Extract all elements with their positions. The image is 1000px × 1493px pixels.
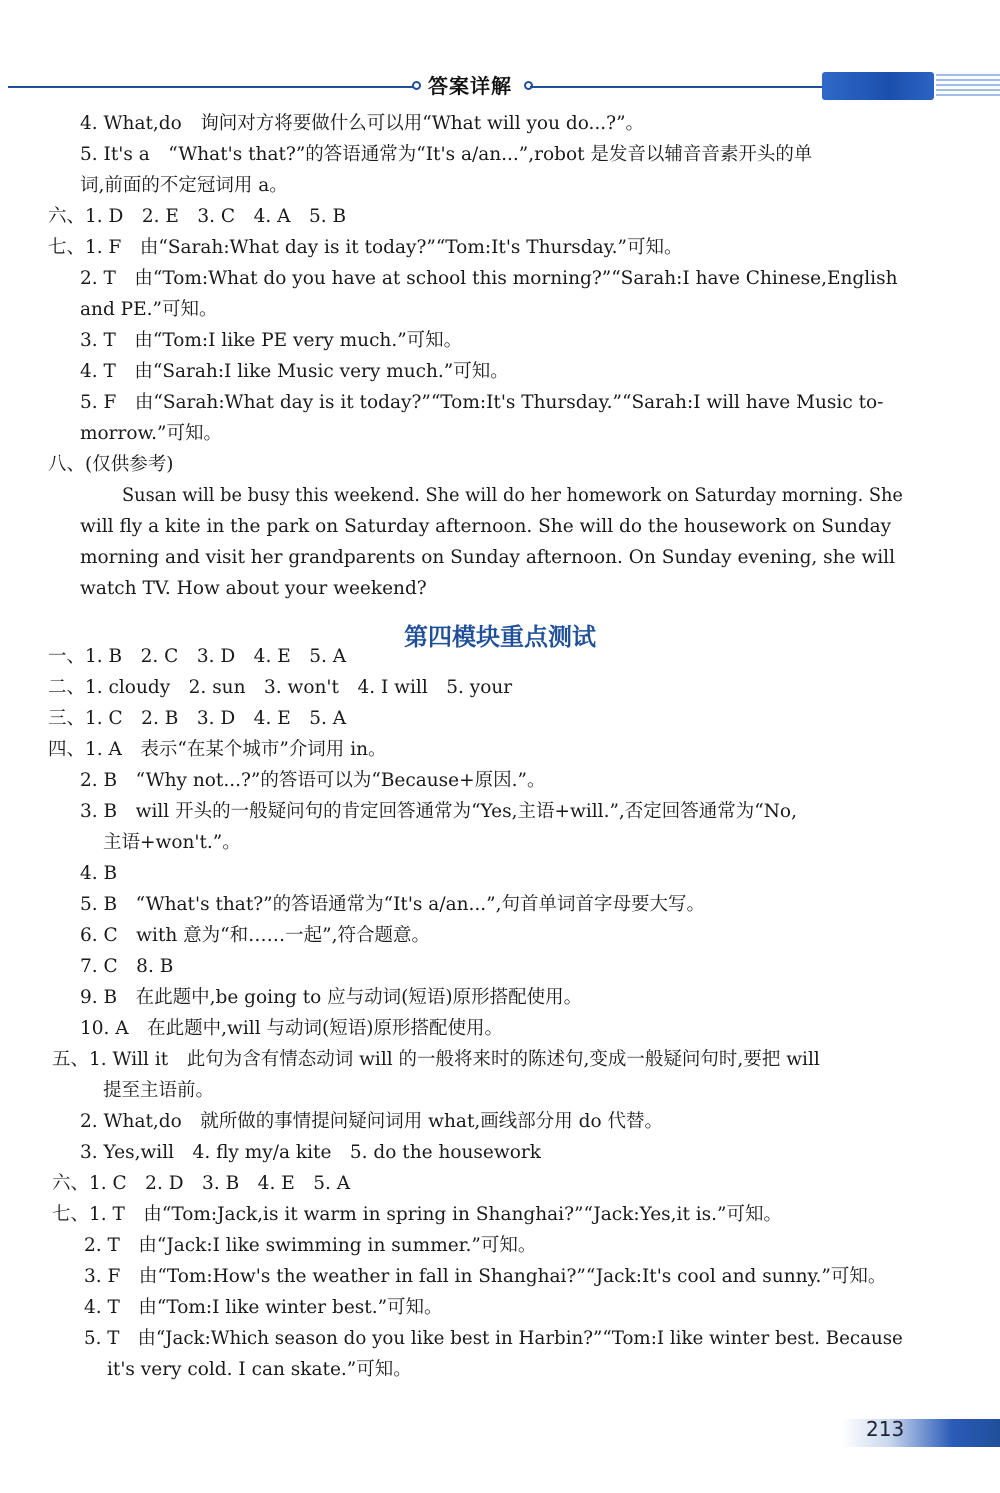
text-line: 七、1. F 由“Sarah:What day is it today?”“Tom:It's Thursday.”可知。 [48, 237, 683, 258]
text-line: 六、1. D 2. E 3. C 4. A 5. B [48, 206, 347, 227]
text-line: 2. What,do 就所做的事情提问疑问词用 what,画线部分用 do 代替。 [80, 1111, 664, 1132]
text-line: 5. T 由“Jack:Which season do you like best in Harbin?”“Tom:I like winter best. Because [84, 1328, 903, 1349]
text-line: 词,前面的不定冠词用 a。 [80, 175, 288, 196]
text-line: 7. C 8. B [80, 956, 174, 977]
text-line: 三、1. C 2. B 3. D 4. E 5. A [48, 708, 347, 729]
header-rule-left [8, 86, 413, 88]
text-line: 2. B “Why not...?”的答语可以为“Because+原因.”。 [80, 770, 546, 791]
text-line: morrow.”可知。 [80, 423, 222, 444]
text-line: 3. B will 开头的一般疑问句的肯定回答通常为“Yes,主语+will.”,否定回答通常为“No, [80, 801, 797, 822]
text-line: Susan will be busy this weekend. She will do her homework on Saturday morning. She [122, 485, 903, 506]
text-line: 4. T 由“Sarah:I like Music very much.”可知。 [80, 361, 509, 382]
text-line: 4. T 由“Tom:I like winter best.”可知。 [84, 1297, 443, 1318]
text-line: 9. B 在此题中,be going to 应与动词(短语)原形搭配使用。 [80, 987, 583, 1008]
text-line: 3. T 由“Tom:I like PE very much.”可知。 [80, 330, 463, 351]
text-line: 5. It's a “What's that?”的答语通常为“It's a/an...”,robot 是发音以辅音音素开头的单 [80, 144, 813, 165]
text-line: 2. T 由“Tom:What do you have at school this morning?”“Sarah:I have Chinese,English [80, 268, 898, 289]
text-line: 3. Yes,will 4. fly my/a kite 5. do the housework [80, 1142, 541, 1163]
header-banner-decoration [822, 72, 934, 100]
text-line: 主语+won't.”。 [103, 832, 241, 853]
header-stripes-decoration [936, 74, 1000, 98]
text-line: 4. What,do 询问对方将要做什么可以用“What will you do...?”。 [80, 113, 645, 134]
text-line: 二、1. cloudy 2. sun 3. won't 4. I will 5. your [48, 677, 513, 698]
text-line: 八、(仅供参考) [48, 454, 174, 475]
page-header [0, 62, 1000, 110]
text-line: will fly a kite in the park on Saturday afternoon. She will do the housework on Sunday [80, 516, 892, 537]
text-line: 一、1. B 2. C 3. D 4. E 5. A [48, 646, 347, 667]
text-line: 七、1. T 由“Tom:Jack,is it warm in spring in Shanghai?”“Jack:Yes,it is.”可知。 [52, 1204, 783, 1225]
section-title: 第四模块重点测试 [404, 623, 596, 651]
text-line: 四、1. A 表示“在某个城市”介词用 in。 [48, 739, 387, 760]
text-line: and PE.”可知。 [80, 299, 218, 320]
page-number: 213 [866, 1417, 905, 1441]
text-line: morning and visit her grandparents on Sunday afternoon. On Sunday evening, she will [80, 547, 896, 568]
text-line: watch TV. How about your weekend? [80, 578, 427, 599]
text-line: 6. C with 意为“和……一起”,符合题意。 [80, 925, 430, 946]
text-line: 2. T 由“Jack:I like swimming in summer.”可知。 [84, 1235, 537, 1256]
header-title: 答案详解 [428, 74, 512, 98]
text-line: 3. F 由“Tom:How's the weather in fall in Shanghai?”“Jack:It's cool and sunny.”可知。 [84, 1266, 887, 1287]
text-line: 五、1. Will it 此句为含有情态动词 will 的一般将来时的陈述句,变成一般疑问句时,要把 will [52, 1049, 820, 1070]
text-line: 4. B [80, 863, 118, 884]
header-dot-left [412, 81, 421, 90]
text-line: 提至主语前。 [103, 1080, 215, 1101]
text-line: it's very cold. I can skate.”可知。 [107, 1359, 412, 1380]
text-line: 5. B “What's that?”的答语通常为“It's a/an...”,句首单词首字母要大写。 [80, 894, 705, 915]
text-line: 5. F 由“Sarah:What day is it today?”“Tom:It's Thursday.”“Sarah:I will have Music to- [80, 392, 884, 413]
header-rule-right [530, 86, 830, 88]
text-line: 六、1. C 2. D 3. B 4. E 5. A [52, 1173, 351, 1194]
text-line: 10. A 在此题中,will 与动词(短语)原形搭配使用。 [80, 1018, 503, 1039]
